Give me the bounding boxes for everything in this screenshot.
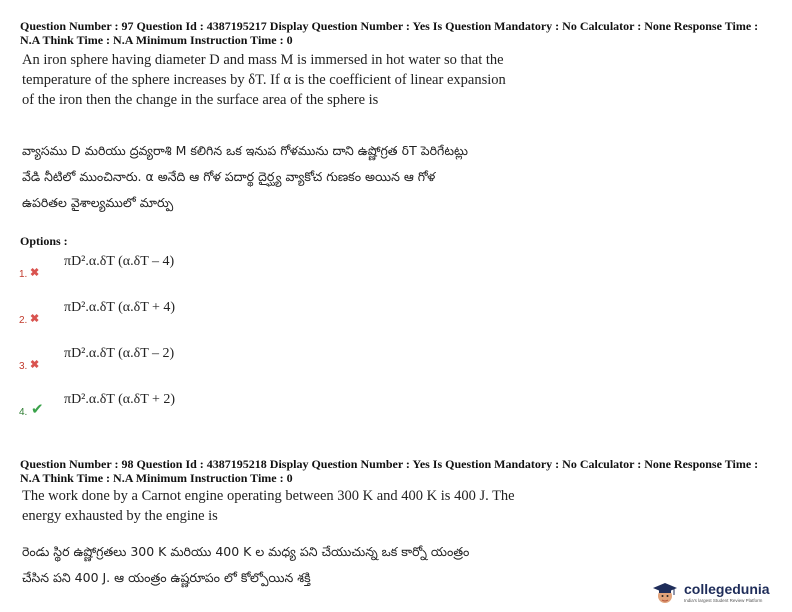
question-98-header bbox=[20, 457, 780, 485]
option-expression: πD².α.δT (α.δT – 4) bbox=[64, 254, 175, 269]
question-98-text bbox=[22, 486, 582, 526]
question-97-header-line-2: N.A Think Time : N.A Minimum Instruction Time : 0 bbox=[20, 33, 293, 47]
option-expression: πD².α.δT (α.δT + 2) bbox=[64, 392, 176, 407]
graduation-cap-icon bbox=[652, 581, 678, 605]
option-1[interactable] bbox=[19, 252, 419, 280]
question-97-text bbox=[22, 50, 582, 110]
question-98-telugu-text bbox=[22, 539, 622, 591]
question-98-text-line: The work done by a Carnot engine operating between 300 K and 400 K is 400 J. The bbox=[22, 488, 515, 504]
option-number: 4. bbox=[19, 407, 28, 418]
question-97-header-line-1: Question Number : 97 Question Id : 4387195217 Display Question Number : Yes Is Question Mandatory : No Calculator : None Response Time : bbox=[20, 19, 759, 33]
logo-brand-text: collegedunia bbox=[684, 581, 770, 597]
options-label: Options : bbox=[20, 234, 68, 248]
option-4[interactable] bbox=[19, 390, 419, 418]
question-98-header-line-1: Question Number : 98 Question Id : 4387195218 Display Question Number : Yes Is Question Mandatory : No Calculator : None Response Time : bbox=[20, 457, 759, 471]
option-expression: πD².α.δT (α.δT + 4) bbox=[64, 300, 176, 315]
cross-icon: ✖ bbox=[30, 359, 40, 371]
collegedunia-logo bbox=[652, 579, 788, 607]
question-97-text-line: An iron sphere having diameter D and mass M is immersed in hot water so that the bbox=[22, 52, 504, 68]
question-97-text-line: temperature of the sphere increases by δT. If α is the coefficient of linear expansion bbox=[22, 72, 506, 88]
question-98-telugu-line: చేసిన పని 400 J. ఆ యంత్రం ఉష్ణరూపం లో కోల్పోయిన శక్తి bbox=[22, 570, 311, 585]
checkmark-icon: ✔ bbox=[31, 402, 44, 418]
question-98-text-line: energy exhausted by the engine is bbox=[22, 508, 218, 524]
option-number: 1. bbox=[19, 269, 28, 280]
option-3[interactable] bbox=[19, 344, 419, 372]
question-97-telugu-text bbox=[22, 138, 622, 216]
cross-icon: ✖ bbox=[30, 313, 40, 325]
question-97-telugu-line: ఉపరితల వైశాల్యములో మార్పు bbox=[22, 195, 174, 210]
option-2[interactable] bbox=[19, 298, 419, 326]
logo-tagline: India's largest Student Review Platform bbox=[684, 598, 763, 603]
question-97-text-line: of the iron then the change in the surface area of the sphere is bbox=[22, 92, 379, 108]
question-97-telugu-line: వ్యాసము D మరియు ద్రవ్యరాశి M కలిగిన ఒక ఇనుప గోళమును దాని ఉష్ణోగ్రత δT పెరిగేటట్లు bbox=[22, 143, 468, 158]
option-expression: πD².α.δT (α.δT – 2) bbox=[64, 346, 175, 361]
option-number: 2. bbox=[19, 315, 28, 326]
question-97-header bbox=[20, 19, 780, 47]
option-number: 3. bbox=[19, 361, 28, 372]
cross-icon: ✖ bbox=[30, 267, 40, 279]
question-98-telugu-line: రెండు స్థిర ఉష్ణోగ్రతలు 300 K మరియు 400 K ల మధ్య పని చేయుచున్న ఒక కార్నో యంత్రం bbox=[22, 544, 470, 559]
question-97-telugu-line: వేడి నీటిలో ముంచినారు. α అనేది ఆ గోళ పదార్థ దైర్ఘ్య వ్యాకోచ గుణకం అయిన ఆ గోళ bbox=[22, 169, 436, 184]
question-98-header-line-2: N.A Think Time : N.A Minimum Instruction Time : 0 bbox=[20, 471, 293, 485]
